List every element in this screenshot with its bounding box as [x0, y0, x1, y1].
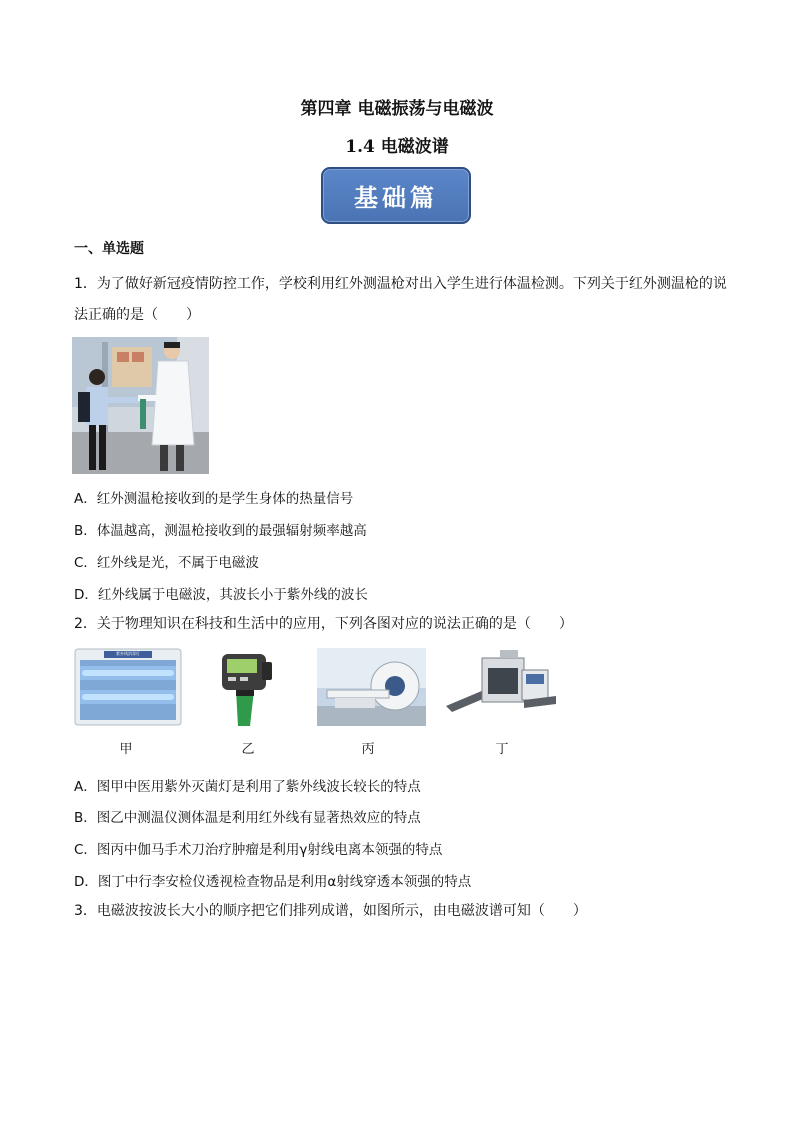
- caption-bing: 丙: [361, 742, 375, 757]
- question-2-option-b: B．图乙中测温仪测体温是利用红外线有显著热效应的特点: [74, 810, 421, 826]
- caption-ding: 丁: [495, 742, 509, 757]
- infrared-thermometer-image: [218, 650, 276, 728]
- uv-lamp-label: 紫外线消毒灯: [116, 651, 140, 656]
- temperature-check-photo: [72, 337, 209, 474]
- xray-scanner-illustration: [444, 648, 557, 723]
- basic-level-badge: 基础篇: [321, 167, 471, 224]
- question-1-option-c: C．红外线是光，不属于电磁波: [74, 555, 259, 571]
- gamma-knife-image: [317, 648, 426, 726]
- question-1-text-cont: 法正确的是（ ）: [74, 307, 200, 323]
- question-2-text: 2．关于物理知识在科技和生活中的应用，下列各图对应的说法正确的是（ ）: [74, 616, 573, 632]
- question-2-option-c: C．图丙中伽马手术刀治疗肿瘤是利用γ射线电离本领强的特点: [74, 842, 443, 858]
- section-title: 1.4 电磁波谱: [345, 137, 449, 157]
- question-1-text: 1．为了做好新冠疫情防控工作，学校利用红外测温枪对出入学生进行体温检测。下列关于红外测温枪的说: [74, 276, 727, 292]
- question-2-option-a: A．图甲中医用紫外灭菌灯是利用了紫外线波长较长的特点: [74, 779, 421, 795]
- thermometer-gun-illustration: [218, 650, 276, 728]
- question-1-option-b: B．体温越高，测温枪接收到的最强辐射频率越高: [74, 523, 367, 539]
- security-scanner-image: [444, 648, 557, 723]
- caption-jia: 甲: [119, 742, 133, 757]
- question-1-option-d: D．红外线属于电磁波，其波长小于紫外线的波长: [74, 587, 368, 603]
- caption-yi: 乙: [241, 742, 255, 757]
- uv-lamp-illustration: [74, 648, 182, 726]
- section-heading: 一、单选题: [74, 241, 144, 257]
- gamma-knife-illustration: [317, 648, 426, 726]
- chapter-title: 第四章 电磁振荡与电磁波: [300, 99, 494, 119]
- question-1-option-a: A．红外测温枪接收到的是学生身体的热量信号: [74, 491, 354, 507]
- question-3-text: 3．电磁波按波长大小的顺序把它们排列成谱，如图所示，由电磁波谱可知（ ）: [74, 903, 587, 919]
- temperature-check-illustration: [72, 337, 209, 474]
- uv-lamp-image: [74, 648, 182, 726]
- question-2-option-d: D．图丁中行李安检仪透视检查物品是利用α射线穿透本领强的特点: [74, 874, 472, 890]
